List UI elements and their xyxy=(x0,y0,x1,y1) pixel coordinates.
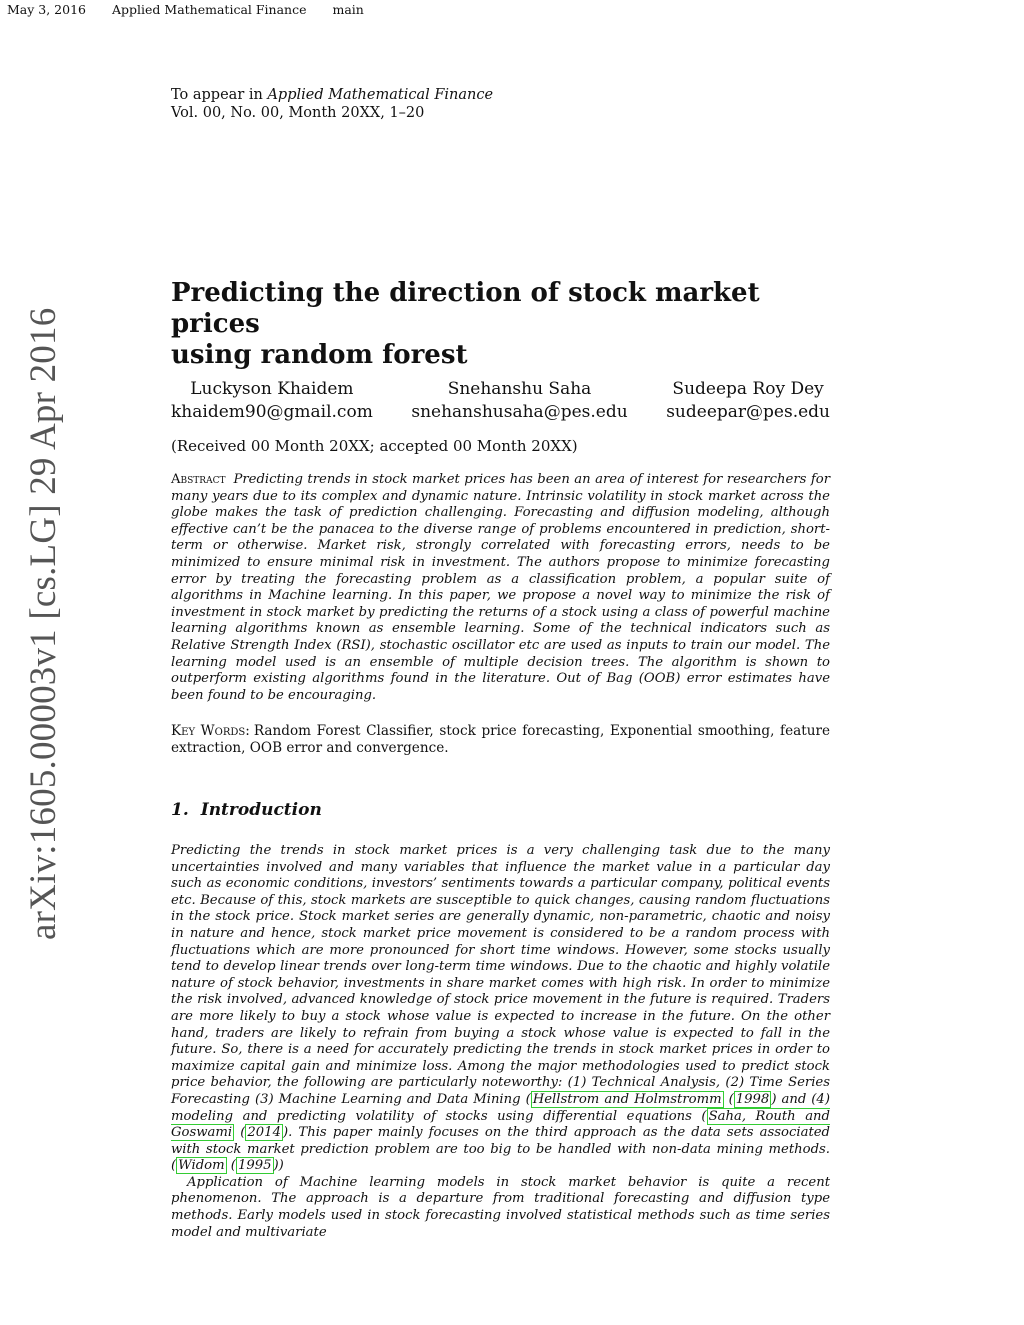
citation-year-link[interactable]: 1995 xyxy=(237,1158,272,1174)
author-name: Sudeepa Roy Dey xyxy=(672,379,824,399)
abstract-label: Abstract xyxy=(171,472,226,487)
intro-paragraph-1: Predicting the trends in stock market prices is a very challenging task due to the many uncertainties involved and many variables that influence the market value in a particular day such as economic conditions, investors’ sentiments towards a particular company, political events etc. Because of this, stock markets are susceptible to quick changes, causing random fluctuations in the stock price. Stock market series are generally dynamic, non-parametric, chaotic and noisy in nature and hence, stock market price movement is considered to be a random process with fluctuations which are more pronounced for short time windows. However, some stocks usually tend to develop linear trends over long-term time windows. Due to the chaotic and highly volatile nature of stock behavior, investments in share market comes with high risk. In order to minimize the risk involved, advanced knowledge of stock price movement in the future is required. Traders are more likely to buy a stock whose value is expected to increase in the future. On the other hand, traders are likely to refrain from buying a stock whose value is expected to fall in the future. So, there is a need for accurately predicting the trends in stock market prices in order to maximize capital gain and minimize loss. Among the major methodologies used to predict stock price behavior, the following are particularly noteworthy: (1) Technical Analysis, (2) Time Series Forecasting (3) Machine Learning and Data Mining ( Hellstrom and Holmstromm ( 1998 ) and (4) modeling and predicting volatility of stocks using differential equations ( Saha, Routh and Goswami ( 2014 ). This paper mainly focuses on the third approach as the data sets associated with stock market prediction problem are too big to be handled with non-data mining methods. ( Widom ( 1995 )) xyxy=(171,843,830,1174)
publication-note xyxy=(171,86,830,122)
citation-link[interactable]: Hellstrom and Holmstromm xyxy=(532,1091,722,1107)
intro-text: ) xyxy=(278,1158,284,1174)
section-number: 1. xyxy=(171,800,189,820)
citation-link[interactable]: Saha, Routh and Goswami xyxy=(171,1108,830,1141)
running-header xyxy=(7,2,390,17)
author-email[interactable]: khaidem90@gmail.com xyxy=(171,402,373,422)
author-email[interactable]: sudeepar@pes.edu xyxy=(666,402,830,422)
author-3 xyxy=(666,378,830,424)
intro-text: Predicting the trends in stock market prices is a very challenging task due to the many uncertainties involved and many variables that influence the market value in a particular day such as economic conditions, investors’ sentiments towards a particular company, political events etc. Because of this, stock markets are susceptible to quick changes, causing random fluctuations in the stock price. Stock market series are generally dynamic, non-parametric, chaotic and noisy in nature and hence, stock market price movement is considered to be a random process with fluctuations which are more pronounced for short time windows. However, some stocks usually tend to develop linear trends over long-term time windows. Due to the chaotic and highly volatile nature of stock behavior, investments in share market comes with high risk. In order to minimize the risk involved, advanced knowledge of stock price movement in the future is required. Traders are more likely to buy a stock whose value is expected to increase in the future. On the other hand, traders are likely to refrain from buying a stock whose value is expected to fall in the future. So, there is a need for accurately predicting the trends in stock market prices in order to maximize capital gain and minimize loss. Among the major methodologies used to predict stock price behavior, the following are particularly noteworthy: (1) Technical Analysis, (2) Time Series Forecasting (3) Machine Learning and Data Mining ( xyxy=(171,843,830,1107)
intro-text: ). This paper mainly focuses on the third approach as the data sets associated with stock market prediction problem are too big to be handled with non-data mining methods. ( xyxy=(171,1125,830,1174)
appear-journal: Applied Mathematical Finance xyxy=(267,87,494,103)
section-heading xyxy=(171,800,830,820)
volume-info: Vol. 00, No. 00, Month 20XX, 1–20 xyxy=(171,105,425,121)
author-name: Luckyson Khaidem xyxy=(190,379,354,399)
keywords-text: Random Forest Classifier, stock price forecasting, Exponential smoothing, feature extraction, OOB error and convergence. xyxy=(171,723,831,756)
keywords xyxy=(171,723,830,756)
intro-paragraph-2: Application of Machine learning models in stock market behavior is quite a recent phenomenon. The approach is a departure from traditional forecasting and diffusion type methods. Early models used in stock forecasting involved statistical methods such as time series model and multivariate xyxy=(171,1174,830,1240)
title-line-1: Predicting the direction of stock market prices xyxy=(171,278,760,339)
citation-year-link[interactable]: 2014 xyxy=(247,1125,281,1141)
citation-year-link[interactable]: 1998 xyxy=(735,1091,770,1107)
title-line-2: using random forest xyxy=(171,340,468,370)
introduction-body xyxy=(171,843,830,1241)
author-2 xyxy=(411,378,627,424)
author-name: Snehanshu Saha xyxy=(447,379,592,399)
abstract xyxy=(171,472,830,704)
section-title: Introduction xyxy=(200,800,322,820)
author-list xyxy=(171,378,830,424)
received-dates: (Received 00 Month 20XX; accepted 00 Month 20XX) xyxy=(171,437,578,455)
citation-link[interactable]: Widom xyxy=(178,1158,225,1174)
header-label: main xyxy=(332,2,364,17)
paper-title xyxy=(171,278,830,371)
keywords-label: Key Words: xyxy=(171,723,250,739)
author-email[interactable]: snehanshusaha@pes.edu xyxy=(411,402,628,422)
author-1 xyxy=(171,378,373,424)
arxiv-identifier: arXiv:1605.00003v1 [cs.LG] 29 Apr 2016 xyxy=(23,307,64,940)
abstract-text: Predicting trends in stock market prices has been an area of interest for researchers for many years due to its complex and dynamic nature. Intrinsic volatility in stock market across the globe makes the task of prediction challenging. Forecasting and diffusion modeling, although effective can’t be the panacea to the diverse range of problems encountered in prediction, short-term or otherwise. Market risk, strongly correlated with forecasting errors, needs to be minimized to ensure minimal risk in investment. The authors propose to minimize forecasting error by treating the forecasting problem as a classification problem, a popular suite of algorithms in Machine learning. In this paper, we propose a novel way to minimize the risk of investment in stock market by predicting the returns of a stock using a class of powerful machine learning algorithms known as ensemble learning. Some of the technical indicators such as Relative Strength Index (RSI), stochastic oscillator etc are used as inputs to train our model. The learning model used is an ensemble of multiple decision trees. The algorithm is shown to outperform existing algorithms found in the literature. Out of Bag (OOB) error estimates have been found to be encouraging. xyxy=(171,472,830,703)
intro-text: ) and (4) modeling and predicting volatility of stocks using differential equations ( xyxy=(171,1091,830,1124)
appear-prefix: To appear in xyxy=(171,87,268,103)
header-journal: Applied Mathematical Finance xyxy=(112,2,307,17)
header-date: May 3, 2016 xyxy=(7,2,86,17)
